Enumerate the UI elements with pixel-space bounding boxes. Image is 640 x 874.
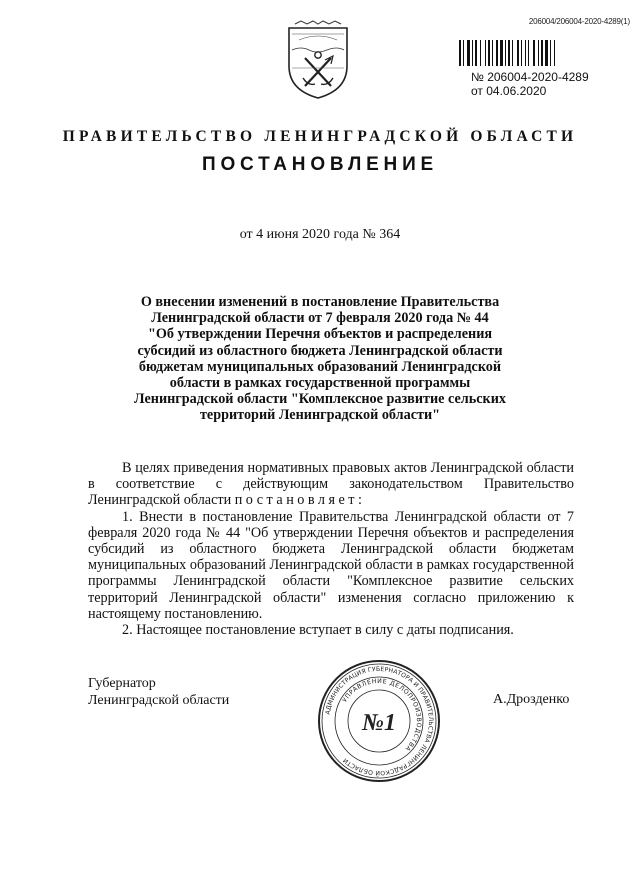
barcode-bar — [485, 40, 486, 66]
barcode-bar — [550, 40, 551, 66]
seal-inner-text: УПРАВЛЕНИЕ ДЕЛОПРОИЗВОДСТВА — [341, 677, 423, 753]
barcode-bar — [459, 40, 461, 66]
subject-line: Ленинградской области от 7 февраля 2020 года № 44 — [151, 310, 489, 327]
position-line: Ленинградской области — [88, 693, 230, 708]
signatory-name: А.Дрозденко — [493, 692, 570, 707]
subject-line: "Об утверждении Перечня объектов и распределения — [147, 326, 493, 343]
barcode-bar — [545, 40, 548, 66]
item-1-paragraph: 1. Внести в постановление Правительства Ленинградской области от 7 февраля 2020 года № 44 "Об утверждении Перечня объектов и распределения субсидий из областного бюджета Ленинградской области бюджетам муниципальных образований Ленинградской области в рамках государственной программы Ленинградской области "Комплексное развитие сельских территорий Ленинградской области" изменения согласно приложению к настоящему постановлению. — [88, 508, 574, 622]
barcode-bar — [505, 40, 506, 66]
barcode-bar — [533, 40, 535, 66]
item-2-paragraph: 2. Настоящее постановление вступает в силу с даты подписания. — [122, 622, 514, 639]
document-type-title: ПОСТАНОВЛЕНИЕ — [201, 154, 439, 175]
registration-block — [471, 70, 589, 98]
coat-of-arms-icon — [281, 20, 355, 100]
barcode-bar — [508, 40, 510, 66]
barcode-bar — [463, 40, 464, 66]
decree-body — [88, 460, 574, 638]
registration-date: от 04.06.2020 — [471, 84, 547, 98]
subject-line: бюджетам муниципальных образований Ленинградской — [138, 358, 502, 375]
subject-line: Ленинградской области "Комплексное развитие сельских — [134, 391, 506, 408]
signatory-position — [88, 675, 229, 709]
barcode-bar — [480, 40, 481, 66]
barcode-bar — [528, 40, 529, 66]
barcode-bar — [475, 40, 477, 66]
government-title: ПРАВИТЕЛЬСТВО ЛЕНИНГРАДСКОЙ ОБЛАСТИ — [62, 128, 578, 145]
barcode-bar — [467, 40, 470, 66]
seal-number: №1 — [362, 710, 396, 736]
barcode-bar — [496, 40, 498, 66]
barcode-bar — [512, 40, 513, 66]
seal-ring-text: АДМИНИСТРАЦИЯ ГУБЕРНАТОРА И ПРАВИТЕЛЬСТВА ЛЕНИНГРАДСКОЙ ОБЛАСТИ — [324, 665, 435, 777]
barcode-bar — [525, 40, 526, 66]
barcode-bar — [554, 40, 555, 66]
barcode-bar — [538, 40, 539, 66]
barcode-bar — [517, 40, 519, 66]
barcode-bar — [521, 40, 522, 66]
decree-date-number: от 4 июня 2020 года № 364 — [239, 227, 401, 242]
barcode-bar — [500, 40, 503, 66]
intro-paragraph — [88, 460, 574, 509]
subject-line: территорий Ленинградской области" — [199, 407, 441, 424]
position-line: Губернатор — [88, 676, 156, 691]
intro-text: В целях приведения нормативных правовых актов Ленинградской области в соответствие с действующим законодательством Правительство Ленинградской области — [88, 460, 574, 509]
barcode — [459, 40, 589, 66]
intro-verb: постановляет: — [234, 492, 366, 509]
decree-subject — [110, 294, 530, 424]
barcode-bar — [492, 40, 493, 66]
document-code: 206004/206004-2020-4289(1) — [528, 17, 630, 26]
official-seal — [317, 659, 441, 783]
registration-number: № 206004-2020-4289 — [471, 70, 589, 84]
barcode-bar — [541, 40, 543, 66]
subject-line: области в рамках государственной программы — [169, 375, 471, 392]
barcode-bar — [488, 40, 490, 66]
barcode-bar — [472, 40, 473, 66]
subject-line: субсидий из областного бюджета Ленинградской области — [137, 342, 503, 359]
subject-line: О внесении изменений в постановление Правительства — [140, 294, 500, 310]
